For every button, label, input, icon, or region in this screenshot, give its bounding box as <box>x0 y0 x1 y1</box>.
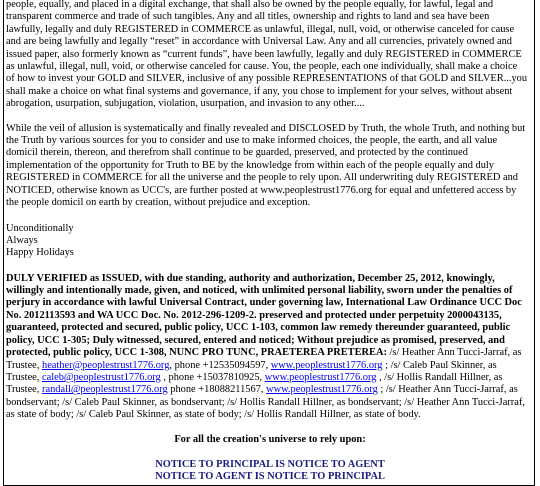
signature-text: , phone +15037810925, <box>160 371 265 383</box>
verification-paragraph <box>6 273 528 422</box>
signature-text: , /s/ Hollis Randall Hillner, as Trustee, <box>6 371 503 396</box>
closing-line-3: Happy Holidays <box>6 247 74 259</box>
document-body <box>6 0 528 422</box>
email-link-randall[interactable]: randall@peoplestrust1776.org <box>42 384 168 396</box>
notice-principal: NOTICE TO PRINCIPAL IS NOTICE TO AGENT <box>155 459 385 470</box>
verification-statement: DULY VERIFIED as ISSUED, with due standing, authority and authorization, December 25, 2012, knowingly, willingly and intentionally made, given, and noticed, with unlimited personal liability, sworn under the penalties of perjury in accordance with lawful Universal Contract, under governing law, International Law Ordinance UCC Doc No. 2012113593 and WA UCC Doc. No. 2012-296-1209-2. preserved and protected under perpetuity 2000043135, guaranteed, protected and secured, public policy, UCC 1-103, common law remedy thereunder guaranteed, public policy, UCC 1-305; Duly witnessed, secured, entered and noticed; Without prejudice as promised, preserved, and protected, public policy, UCC 1-308, NUNC PRO TUNC, PRAETEREA PRETEREA: <box>6 272 522 359</box>
notice-agent: NOTICE TO AGENT IS NOTICE TO PRINCIPAL <box>155 471 385 482</box>
website-link[interactable]: www.peoplestrust1776.org <box>266 384 378 396</box>
signature-text: /s/ Heather Ann Tucci-Jarraf, as Trustee, <box>6 347 522 371</box>
website-link[interactable]: www.peoplestrust1776.org <box>270 359 383 371</box>
paragraph-commerce: people, equally, and placed in a digital exchange, that shall also be owned by the people equally, for lawful, legal and transparent commerce and trade of such tangibles. Any and all titles, ownership and rights to land and sea have been lawfully, legally and duly REGISTERED in COMMERCE as unlawful, illegal, null, void, or otherwise canceled for cause and are being lawfully and legally “reset” in accordance with Universal Law. Any and all currencies, privately owned and issued paper, also formerly known as “current funds”, have been lawfully, legally and duly REGISTERED in COMMERCE as unlawful, illegal, null, void, or otherwise canceled for cause. You, the people, each one individually, shall make a choice of how to invest your GOLD and SILVER, inclusive of any possible REPRESENTATIONS of that GOLD and SILVER...you shall make a choice on what final systems and governance, if any, you chose to implement for your selves, without absent abrogation, usurpation, subjugation, violation, usurpation, and invasion to any other.... <box>6 0 528 110</box>
rely-heading: For all the creation's universe to rely upon: <box>174 434 366 445</box>
closing-line-2: Always <box>6 234 38 246</box>
closing-lines <box>6 223 528 260</box>
closing-line-1: Unconditionally <box>6 222 74 234</box>
signature-text: ; /s/ Caleb Paul Skinner, as Trustee, <box>6 359 497 383</box>
email-link-caleb[interactable]: caleb@peoplestrust1776.org <box>42 371 161 383</box>
email-link-heather[interactable]: heather@peoplestrust1776.org <box>42 359 170 371</box>
website-link[interactable]: www.peoplestrust1776.org <box>264 371 377 383</box>
signature-text: ; /s/ Heather Ann Tucci-Jarraf, as bondservant; /s/ Caleb Paul Skinner, as bondservant; /s/ Hollis Randall Hillner, as bondservant; /s/ Heather Ann Tucci-Jarraf, as state of body; /s/ Caleb Paul Skinner, as state of body; /s/ Hollis Randall Hillner, as state of body. <box>6 384 525 421</box>
signature-text: , phone +12535094597, <box>169 359 271 371</box>
signature-text: phone +18088211567, <box>167 384 267 396</box>
paragraph-truth: While the veil of allusion is systematically and finally revealed and DISCLOSED by Truth, the whole Truth, and nothing but the Truth by various sources for you to consider and use to make informed choices, the people, the earth, and all value domicil therein, thereon, and therefrom shall continue to be guarded, preserved, and protected by the continued implementation of the opportunity for Truth to BE by the knowledge from within each of the people equally and duly REGISTERED in COMMERCE for all the universe and the people to rely upon. All underwriting duly REGISTERED and NOTICED, otherwise known as UCC's, are further posted at www.peoplestrust1776.org for equal and unfettered access by the people domicil on earth by creation, without prejudice and exception. <box>6 122 526 209</box>
